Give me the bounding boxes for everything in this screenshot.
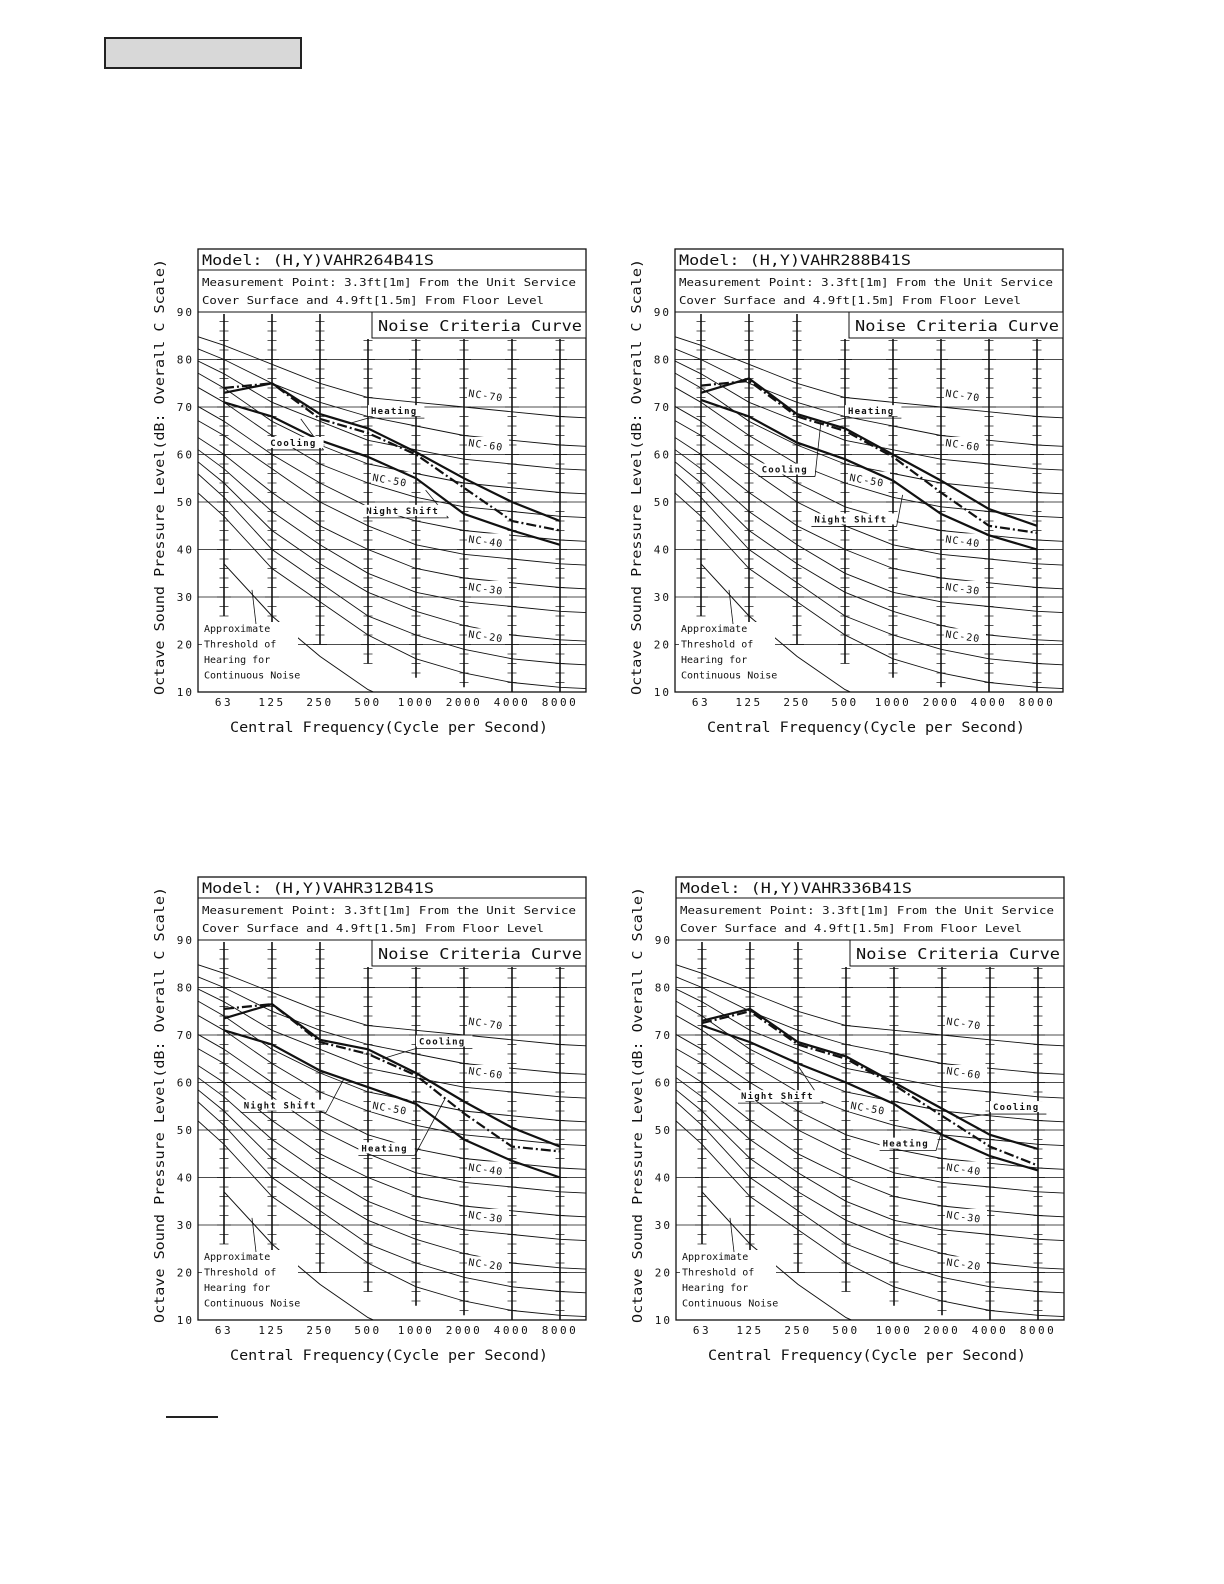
x-tick-label: 2000 (445, 1324, 483, 1337)
threshold-note-line: Threshold of (682, 1267, 755, 1279)
y-tick-label: 40 (176, 543, 194, 557)
y-axis-label: Octave Sound Pressure Level(dB: Overall C Scale) (631, 947, 646, 1323)
chart-subtitle-line1: Measurement Point: 3.3ft[1m] From the Unit Service (680, 905, 1054, 917)
y-tick-label: 10 (653, 686, 671, 699)
threshold-note-line: Hearing for (682, 1283, 749, 1294)
x-tick-label: 4000 (971, 1324, 1009, 1337)
nc-label: NC-70 (467, 1016, 504, 1033)
y-tick-label: 50 (176, 496, 194, 509)
x-tick-label: 2000 (923, 1324, 961, 1337)
y-tick-label: 90 (653, 306, 671, 319)
y-axis-label: Octave Sound Pressure Level(dB: Overall C Scale) (153, 319, 168, 695)
y-tick-label: 40 (176, 1171, 194, 1185)
series-label: Heating (361, 1144, 408, 1155)
x-tick-label: 1000 (397, 696, 435, 709)
y-tick-label: 20 (654, 1266, 672, 1280)
y-tick-label: 70 (654, 1029, 672, 1042)
y-tick-label: 70 (176, 401, 194, 414)
y-tick-label: 40 (653, 543, 671, 557)
nc-label: NC-30 (945, 1209, 982, 1226)
x-tick-label: 8000 (1019, 1324, 1057, 1337)
x-tick-label: 125 (258, 696, 286, 709)
x-tick-label: 250 (784, 1324, 812, 1337)
series-label-leader (821, 418, 845, 424)
x-tick-label: 500 (354, 696, 382, 709)
y-tick-label: 90 (654, 934, 672, 947)
noise-chart-panel-1 (150, 245, 630, 745)
noise-chart-panel-4 (628, 873, 1108, 1373)
nc-curve-65 (192, 346, 616, 448)
noise-chart-panel-2 (627, 245, 1107, 745)
series-label: Cooling (270, 438, 317, 449)
nc-label: NC-70 (944, 388, 981, 405)
x-tick-label: 1000 (397, 1324, 435, 1337)
threshold-note-leader (252, 1218, 256, 1252)
series-label: Heating (848, 407, 895, 418)
nc-label: NC-60 (467, 438, 504, 454)
y-tick-label: 30 (653, 591, 671, 604)
x-tick-label: 500 (354, 1324, 382, 1337)
nc-label: NC-20 (945, 1257, 982, 1274)
x-tick-label: 250 (306, 1324, 334, 1337)
nc-curve-65 (192, 974, 616, 1076)
chart-subtitle-line1: Measurement Point: 3.3ft[1m] From the Unit Service (202, 905, 576, 917)
x-tick-label: 250 (783, 696, 811, 709)
threshold-note-line: Approximate (204, 624, 271, 635)
nc-label: NC-50 (848, 472, 885, 490)
y-tick-label: 20 (176, 638, 194, 652)
chart-label: Noise Criteria Curve (378, 317, 582, 335)
nc-curve-65 (669, 346, 1093, 448)
threshold-note-leader (730, 1218, 734, 1252)
noise-chart-svg-2 (627, 245, 1107, 745)
nc-label: NC-70 (467, 388, 504, 405)
series-label: Night Shift (741, 1092, 814, 1103)
x-tick-label: 250 (306, 696, 334, 709)
chart-subtitle-line1: Measurement Point: 3.3ft[1m] From the Unit Service (679, 277, 1053, 289)
nc-label: NC-60 (467, 1066, 504, 1082)
y-axis-label: Octave Sound Pressure Level(dB: Overall C Scale) (153, 947, 168, 1323)
x-axis-label: Central Frequency(Cycle per Second) (230, 1348, 548, 1364)
y-tick-label: 40 (654, 1171, 672, 1185)
x-tick-label: 63 (691, 696, 711, 709)
threshold-note-line: Approximate (204, 1252, 271, 1263)
x-tick-label: 8000 (541, 696, 579, 709)
y-tick-label: 60 (176, 448, 194, 462)
y-tick-label: 60 (654, 1076, 672, 1090)
threshold-note-line: Continuous Noise (681, 670, 778, 682)
y-tick-label: 50 (176, 1124, 194, 1137)
chart-label: Noise Criteria Curve (855, 317, 1059, 335)
y-tick-label: 10 (176, 1314, 194, 1327)
threshold-note-line: Threshold of (204, 1267, 277, 1279)
x-tick-label: 1000 (874, 696, 912, 709)
noise-chart-svg-3 (150, 873, 630, 1373)
y-tick-label: 60 (653, 448, 671, 462)
noise-chart-svg-4 (628, 873, 1108, 1373)
footer-rule (166, 1416, 218, 1418)
series-label-leader (956, 1114, 990, 1118)
nc-label: NC-40 (945, 1162, 982, 1179)
series-label: Night Shift (366, 506, 440, 517)
x-tick-label: 8000 (541, 1324, 579, 1337)
series-line-heating (224, 383, 560, 521)
y-tick-label: 80 (654, 981, 672, 995)
nc-curve-50 (192, 1012, 616, 1147)
series-label: Heating (882, 1139, 929, 1150)
threshold-note-line: Continuous Noise (204, 670, 301, 682)
series-label-leader (897, 495, 903, 527)
series-line-heating (701, 379, 1037, 526)
threshold-note-line: Hearing for (204, 1283, 271, 1294)
nc-curve-50 (192, 384, 616, 519)
threshold-note-line: Approximate (681, 624, 748, 635)
threshold-note-line: Continuous Noise (682, 1298, 779, 1310)
noise-chart-panel-3 (150, 873, 630, 1373)
chart-title: Model: (H,Y)VAHR312B41S (202, 881, 434, 897)
series-label-leader (349, 418, 368, 424)
nc-label: NC-20 (944, 629, 981, 646)
y-tick-label: 70 (653, 401, 671, 414)
series-label: Cooling (993, 1103, 1040, 1114)
threshold-note-line: Continuous Noise (204, 1298, 301, 1310)
nc-label: NC-30 (944, 581, 981, 598)
threshold-note-line: Hearing for (681, 655, 748, 666)
series-label: Night Shift (814, 515, 888, 526)
chart-subtitle-line2: Cover Surface and 4.9ft[1.5m] From Floor Level (679, 295, 1021, 307)
y-tick-label: 30 (654, 1219, 672, 1232)
x-tick-label: 63 (214, 696, 234, 709)
x-tick-label: 2000 (922, 696, 960, 709)
x-tick-label: 8000 (1018, 696, 1056, 709)
y-axis-label: Octave Sound Pressure Level(dB: Overall C Scale) (630, 319, 645, 695)
y-tick-label: 50 (654, 1124, 672, 1137)
nc-curve-30 (192, 1073, 616, 1242)
chart-label: Noise Criteria Curve (378, 945, 582, 963)
y-tick-label: 70 (176, 1029, 194, 1042)
chart-subtitle-line2: Cover Surface and 4.9ft[1.5m] From Floor Level (202, 923, 544, 935)
x-tick-label: 2000 (445, 696, 483, 709)
x-tick-label: 125 (258, 1324, 286, 1337)
series-label-leader (382, 1049, 416, 1059)
series-line-night-shift (224, 1004, 560, 1151)
x-tick-label: 125 (736, 1324, 764, 1337)
x-tick-label: 4000 (493, 696, 531, 709)
nc-label: NC-20 (467, 1257, 504, 1274)
page-header-box (104, 37, 302, 69)
y-tick-label: 20 (176, 1266, 194, 1280)
y-tick-label: 80 (176, 981, 194, 995)
y-tick-label: 60 (176, 1076, 194, 1090)
x-tick-label: 125 (735, 696, 763, 709)
nc-label: NC-30 (467, 1209, 504, 1226)
x-tick-label: 63 (214, 1324, 234, 1337)
x-tick-label: 500 (832, 1324, 860, 1337)
y-tick-label: 90 (176, 306, 194, 319)
x-tick-label: 500 (831, 696, 859, 709)
series-line-cooling (702, 1009, 1038, 1149)
series-label: Night Shift (243, 1101, 317, 1112)
y-tick-label: 20 (653, 638, 671, 652)
y-tick-label: 10 (654, 1314, 672, 1327)
x-axis-label: Central Frequency(Cycle per Second) (708, 1348, 1026, 1364)
threshold-note-leader (729, 590, 733, 624)
series-label: Heating (371, 407, 418, 418)
y-tick-label: 90 (176, 934, 194, 947)
chart-subtitle-line2: Cover Surface and 4.9ft[1.5m] From Floor Level (680, 923, 1022, 935)
x-axis-label: Central Frequency(Cycle per Second) (230, 720, 548, 736)
threshold-note-line: Hearing for (204, 655, 271, 666)
series-line-night-shift (702, 1011, 1038, 1165)
threshold-note-line: Threshold of (204, 639, 277, 651)
nc-curve-30 (669, 445, 1093, 614)
nc-label: NC-30 (467, 581, 504, 598)
x-tick-label: 4000 (493, 1324, 531, 1337)
threshold-note-leader (252, 590, 256, 624)
threshold-note-line: Approximate (682, 1252, 749, 1263)
nc-label: NC-70 (945, 1016, 982, 1033)
x-tick-label: 4000 (970, 696, 1008, 709)
nc-label: NC-50 (371, 1100, 408, 1118)
y-tick-label: 10 (176, 686, 194, 699)
nc-label: NC-20 (467, 629, 504, 646)
y-tick-label: 50 (653, 496, 671, 509)
chart-title: Model: (H,Y)VAHR264B41S (202, 253, 434, 269)
x-axis-label: Central Frequency(Cycle per Second) (707, 720, 1025, 736)
chart-subtitle-line1: Measurement Point: 3.3ft[1m] From the Unit Service (202, 277, 576, 289)
nc-label: NC-60 (944, 438, 981, 454)
nc-label: NC-50 (371, 472, 408, 490)
nc-label: NC-40 (467, 1162, 504, 1179)
noise-chart-svg-1 (150, 245, 630, 745)
chart-label: Noise Criteria Curve (856, 945, 1060, 963)
x-tick-label: 1000 (875, 1324, 913, 1337)
nc-curve-65 (670, 974, 1094, 1076)
nc-label: NC-50 (849, 1100, 886, 1118)
nc-label: NC-40 (944, 534, 981, 551)
series-label: Cooling (761, 465, 808, 476)
x-tick-label: 63 (692, 1324, 712, 1337)
nc-label: NC-60 (945, 1066, 982, 1082)
series-label: Cooling (419, 1037, 466, 1048)
chart-title: Model: (H,Y)VAHR336B41S (680, 881, 912, 897)
y-tick-label: 80 (176, 353, 194, 367)
y-tick-label: 80 (653, 353, 671, 367)
y-tick-label: 30 (176, 591, 194, 604)
chart-title: Model: (H,Y)VAHR288B41S (679, 253, 911, 269)
chart-subtitle-line2: Cover Surface and 4.9ft[1.5m] From Floor Level (202, 295, 544, 307)
y-tick-label: 30 (176, 1219, 194, 1232)
nc-label: NC-40 (467, 534, 504, 551)
threshold-note-line: Threshold of (681, 639, 754, 651)
